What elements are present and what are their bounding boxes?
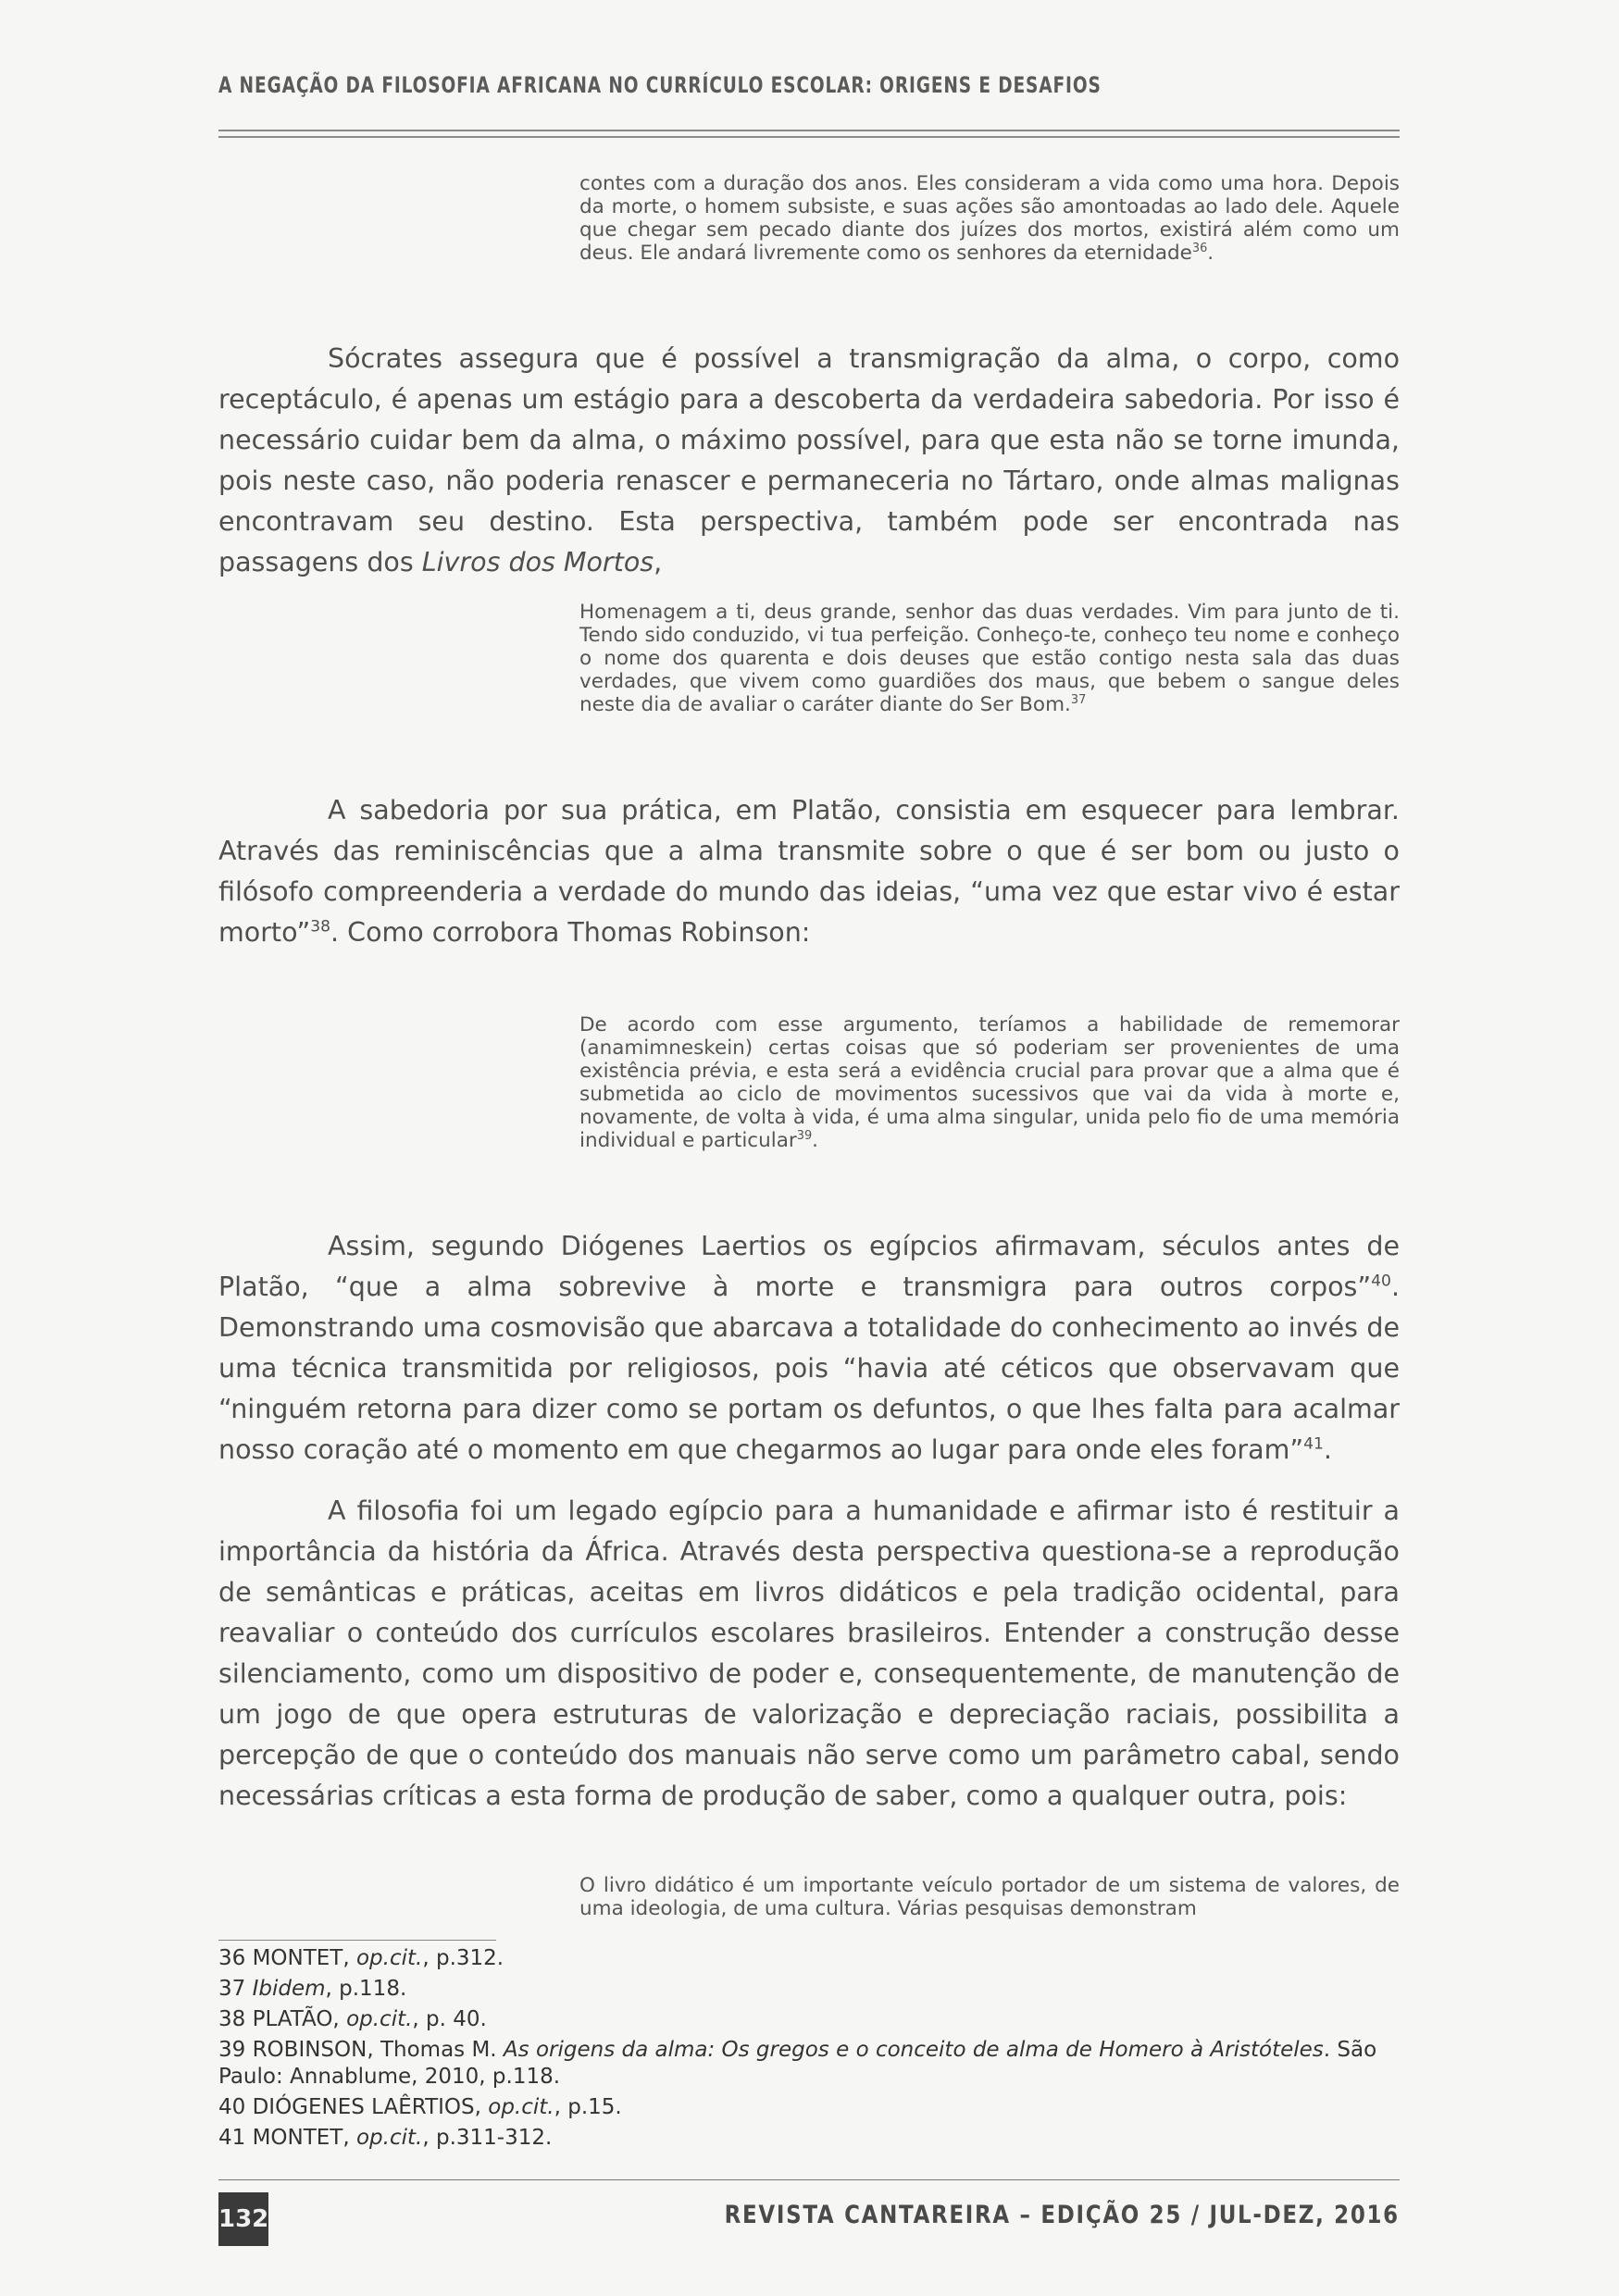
journal-footer-title: REVISTA CANTAREIRA – EDIÇÃO 25 / JUL-DEZ, 2016: [724, 2201, 1400, 2229]
footnote-37: [218, 1976, 1400, 2003]
footnote-text: , p.15.: [554, 2095, 622, 2119]
footnote-ref: 39: [796, 1128, 813, 1143]
paragraph-text: Assim, segundo Diógenes Laertios os egípcios afirmavam, séculos antes de Platão, “que a alma sobrevive à morte e transmigra para outros corpos”: [218, 1231, 1400, 1302]
quote-text: Homenagem a ti, deus grande, senhor das duas verdades. Vim para junto de ti. Tendo sido conduzido, vi tua perfeição. Conheço-te, conheço teu nome e conheço o nome dos quarenta e dois deuses que estão contigo nesta sala das duas verdades, que vivem como guardiões dos maus, que bebem o sangue deles neste dia de avaliar o caráter diante do Ser Bom.: [579, 601, 1400, 716]
footnote-text: 36 MONTET,: [218, 1946, 356, 1970]
footnote-text: 38 PLATÃO,: [218, 2007, 347, 2031]
footnote-41: [218, 2125, 1400, 2152]
footnote-text: 39 ROBINSON, Thomas M.: [218, 2038, 504, 2062]
footnote-text: , p. 40.: [412, 2007, 487, 2031]
footnotes: [218, 1945, 1400, 2155]
footnote-text: , p.311-312.: [422, 2126, 553, 2150]
footnote-text: . São Paulo: Annablume, 2010, p.118.: [218, 2038, 1377, 2089]
paragraph-end: . Como corrobora Thomas Robinson:: [330, 917, 811, 948]
footnote-ref: 38: [310, 917, 331, 937]
block-quote-3: [579, 1013, 1400, 1152]
paragraph-1: [218, 339, 1400, 583]
page-number: 132: [218, 2192, 268, 2246]
footnote-ref: 36: [1191, 241, 1208, 255]
quote-text: O livro didático é um importante veículo portador de um sistema de valores, de uma ideologia, de uma cultura. Várias pesquisas demonstram: [579, 1874, 1400, 1920]
quote-end: .: [812, 1129, 818, 1152]
footnote-rule: [218, 1940, 496, 1941]
footnote-italic: As origens da alma: Os gregos e o conceito de alma de Homero à Aristóteles: [503, 2038, 1324, 2062]
paragraph-text: A filosofia foi um legado egípcio para a humanidade e afirmar isto é restituir a importância da história da África. Através desta perspectiva questiona-se a reprodução de semânticas e práticas, aceitas em livros didáticos e pela tradição ocidental, para reavaliar o conteúdo dos currículos escolares brasileiros. Entender a construção desse silenciamento, como um dispositivo de poder e, consequentemente, de manutenção de um jogo de que opera estruturas de valorização e depreciação raciais, possibilita a percepção de que o conteúdo dos manuais não serve como um parâmetro cabal, sendo necessárias críticas a esta forma de produção de saber, como a qualquer outra, pois:: [218, 1496, 1400, 1811]
footnote-text: 37: [218, 1977, 253, 2001]
italic-title: Livros dos Mortos: [421, 547, 654, 577]
header-rule-top: [218, 130, 1400, 131]
quote-end: .: [1207, 242, 1214, 265]
block-quote-4: [579, 1874, 1400, 1920]
footnote-text: 40 DIÓGENES LAÊRTIOS,: [218, 2095, 489, 2119]
footnote-39: [218, 2037, 1400, 2091]
paragraph-3: [218, 1226, 1400, 1471]
paragraph-end: ,: [654, 547, 663, 577]
footnote-text: , p.118.: [325, 1977, 407, 2001]
paragraph-end: .: [1323, 1434, 1332, 1465]
paragraph-text: . Demonstrando uma cosmovisão que abarcava a totalidade do conhecimento ao invés de uma técnica transmitida por religiosos, pois “havia até céticos que observavam que “ninguém retorna para dizer como se portam os defuntos, o que lhes falta para acalmar nosso coração até o momento em que chegarmos ao lugar para onde eles foram”: [218, 1272, 1400, 1465]
paragraph-4: [218, 1491, 1400, 1817]
footnote-ref: 41: [1303, 1434, 1324, 1454]
footnote-ref: 37: [1070, 692, 1087, 707]
footnote-38: [218, 2006, 1400, 2033]
footer-rule: [218, 2179, 1400, 2180]
footnote-ref: 40: [1371, 1272, 1391, 1291]
paragraph-2: [218, 790, 1400, 953]
footnote-italic: Ibidem: [252, 1977, 326, 2001]
running-header-title: A NEGAÇÃO DA FILOSOFIA AFRICANA NO CURRÍCULO ESCOLAR: ORIGENS E DESAFIOS: [218, 72, 1102, 98]
footnote-text: 41 MONTET,: [218, 2126, 356, 2150]
footnote-text: , p.312.: [422, 1946, 504, 1970]
header-rule-bottom: [218, 136, 1400, 138]
block-quote-1: [579, 172, 1400, 265]
quote-text: De acordo com esse argumento, teríamos a habilidade de rememorar (anamimneskein) certas coisas que só poderiam ser provenientes de uma existência prévia, e esta será a evidência crucial para provar que a alma que é submetida ao ciclo de movimentos sucessivos que vai da vida à morte e, novamente, de volta à vida, é uma alma singular, unida pelo fio de uma memória individual e particular: [579, 1013, 1400, 1152]
footnote-36: [218, 1945, 1400, 1972]
footnote-italic: op.cit.: [346, 2007, 413, 2031]
footnote-40: [218, 2094, 1400, 2121]
footnote-italic: op.cit.: [355, 2126, 423, 2150]
footnote-italic: op.cit.: [355, 1946, 423, 1970]
paragraph-text: A sabedoria por sua prática, em Platão, consistia em esquecer para lembrar. Através das reminiscências que a alma transmite sobre o que é ser bom ou justo o filósofo compreenderia a verdade do mundo das ideias, “uma vez que estar vivo é estar morto”: [218, 795, 1400, 948]
block-quote-2: [579, 601, 1400, 716]
footnote-italic: op.cit.: [488, 2095, 554, 2119]
quote-text: contes com a duração dos anos. Eles consideram a vida como uma hora. Depois da morte, o homem subsiste, e suas ações são amontoadas ao lado dele. Aquele que chegar sem pecado diante dos juízes dos mortos, existirá além como um deus. Ele andará livremente como os senhores da eternidade: [579, 172, 1400, 265]
paragraph-text: Sócrates assegura que é possível a transmigração da alma, o corpo, como receptáculo, é apenas um estágio para a descoberta da verdadeira sabedoria. Por isso é necessário cuidar bem da alma, o máximo possível, para que esta não se torne imunda, pois neste caso, não poderia renascer e permaneceria no Tártaro, onde almas malignas encontravam seu destino. Esta perspectiva, também pode ser encontrada nas passagens dos: [218, 343, 1400, 577]
